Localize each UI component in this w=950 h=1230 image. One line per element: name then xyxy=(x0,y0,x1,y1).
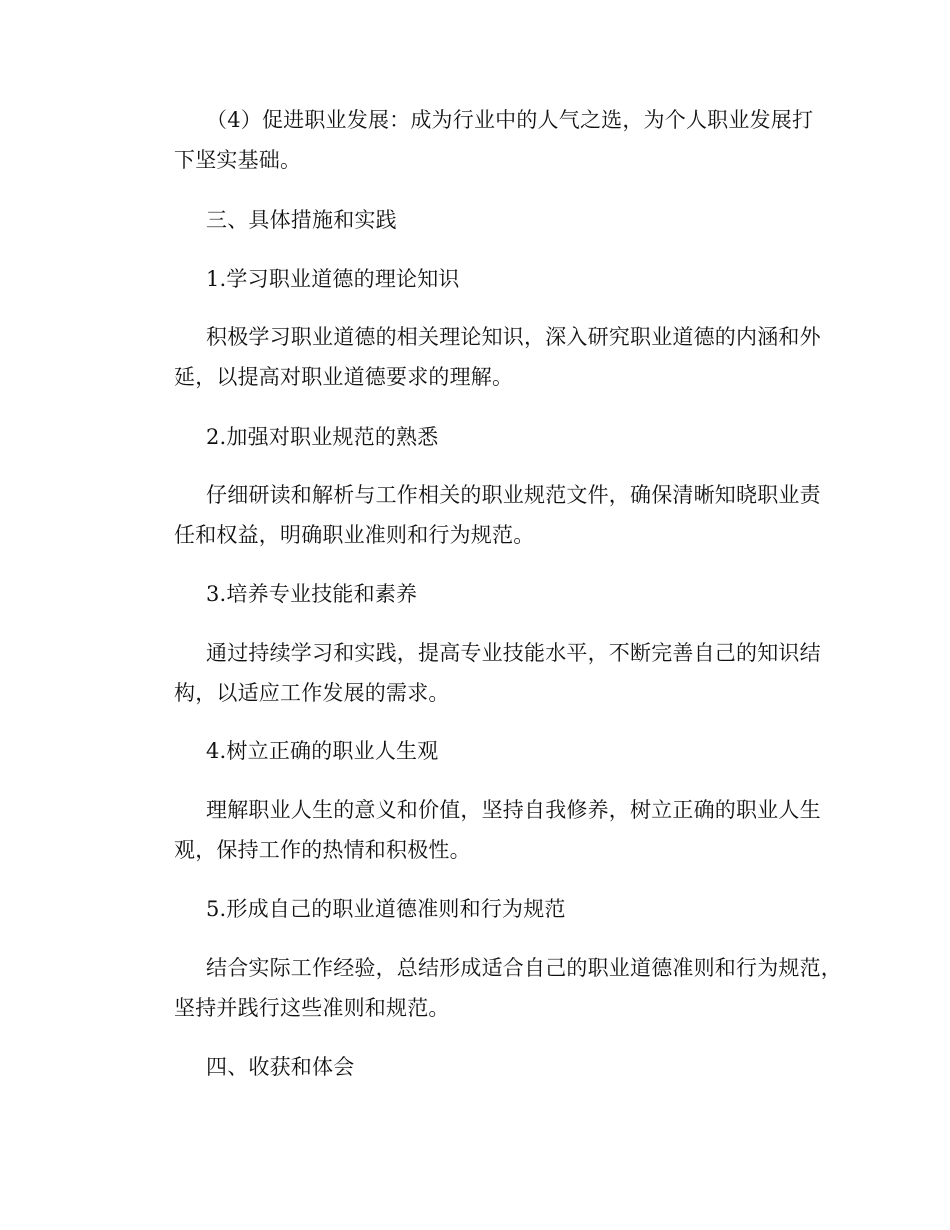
text-line: 结合实际工作经验，总结形成适合自己的职业道德准则和行为规范， xyxy=(206,956,842,980)
subheading-1 xyxy=(142,259,822,299)
text-line: 下坚实基础。 xyxy=(174,148,302,172)
text-line: 5.形成自己的职业道德准则和行为规范 xyxy=(206,897,566,921)
text-line: 3.培养专业技能和素养 xyxy=(206,582,418,606)
paragraph-2 xyxy=(142,475,822,555)
text-line: 理解职业人生的意义和价值，坚持自我修养，树立正确的职业人生 xyxy=(206,798,821,822)
section-heading-gains xyxy=(142,1047,822,1087)
text-line: 观，保持工作的热情和积极性。 xyxy=(174,838,471,862)
text-line: 积极学习职业道德的相关理论知识，深入研究职业道德的内涵和外 xyxy=(206,325,821,349)
text-line: 通过持续学习和实践，提高专业技能水平，不断完善自己的知识结 xyxy=(206,641,821,665)
subheading-2 xyxy=(142,417,822,457)
subheading-5 xyxy=(142,889,822,929)
paragraph-1 xyxy=(142,317,822,397)
paragraph-career-development xyxy=(142,100,822,180)
text-line: 四、收获和体会 xyxy=(206,1055,355,1079)
text-line: 三、具体措施和实践 xyxy=(206,208,397,232)
text-line: 2.加强对职业规范的熟悉 xyxy=(206,425,439,449)
subheading-3 xyxy=(142,574,822,614)
text-line: 坚持并践行这些准则和规范。 xyxy=(174,996,450,1020)
paragraph-4 xyxy=(142,790,822,870)
text-line: 仔细研读和解析与工作相关的职业规范文件，确保清晰知晓职业责 xyxy=(206,483,821,507)
text-line: （4）促进职业发展：成为行业中的人气之选，为个人职业发展打 xyxy=(206,108,814,132)
text-line: 4.树立正确的职业人生观 xyxy=(206,739,439,763)
subheading-4 xyxy=(142,731,822,771)
text-line: 任和权益，明确职业准则和行为规范。 xyxy=(174,523,535,547)
paragraph-5 xyxy=(142,948,842,1028)
section-heading-measures xyxy=(142,200,822,240)
text-line: 1.学习职业道德的理论知识 xyxy=(206,267,460,291)
paragraph-3 xyxy=(142,633,822,713)
text-line: 构，以适应工作发展的需求。 xyxy=(174,681,450,705)
text-line: 延，以提高对职业道德要求的理解。 xyxy=(174,365,514,389)
